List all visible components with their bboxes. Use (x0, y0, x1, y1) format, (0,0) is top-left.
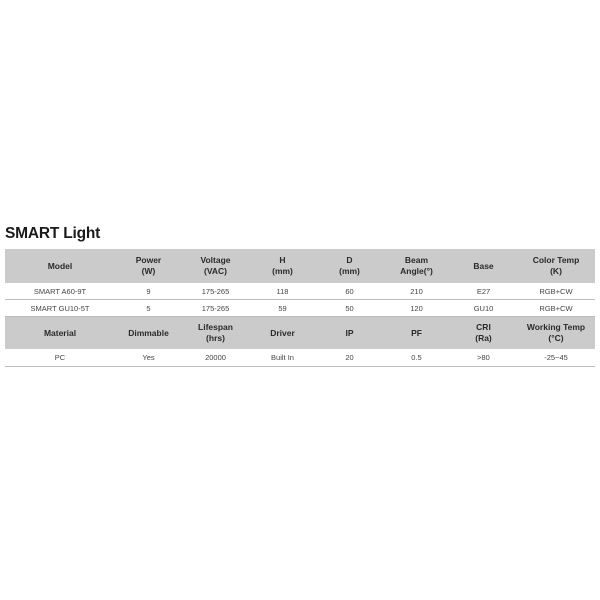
table-row (5, 349, 595, 367)
header-cell-working-temp: Working Temp (°C) (517, 317, 595, 350)
table-cell: PC (5, 349, 115, 367)
table-cell: RGB+CW (517, 283, 595, 300)
table-cell: 9 (115, 283, 182, 300)
header-cell-cri: CRI (Ra) (450, 317, 517, 350)
table-cell: 210 (383, 283, 450, 300)
table-cell: 5 (115, 300, 182, 317)
table-cell: SMART A60-9T (5, 283, 115, 300)
header-cell-base: Base (450, 249, 517, 283)
header-cell-color-temp: Color Temp (K) (517, 249, 595, 283)
header-cell-power: Power (W) (115, 249, 182, 283)
table-cell: -25~45 (517, 349, 595, 367)
table-cell: Yes (115, 349, 182, 367)
header-cell-driver: Driver (249, 317, 316, 350)
table-cell: E27 (450, 283, 517, 300)
table-row (5, 283, 595, 300)
header-cell-dimmable: Dimmable (115, 317, 182, 350)
table-cell: 50 (316, 300, 383, 317)
table-cell: 20 (316, 349, 383, 367)
header-cell-material: Material (5, 317, 115, 350)
spec-table (5, 249, 595, 367)
header-cell-voltage: Voltage (VAC) (182, 249, 249, 283)
table-cell: 175-265 (182, 300, 249, 317)
table-cell: 120 (383, 300, 450, 317)
table-cell: RGB+CW (517, 300, 595, 317)
table-cell: 118 (249, 283, 316, 300)
header-cell-lifespan: Lifespan (hrs) (182, 317, 249, 350)
table-header-row (5, 317, 595, 350)
table-row (5, 300, 595, 317)
table-cell: 60 (316, 283, 383, 300)
header-cell-height: H (mm) (249, 249, 316, 283)
header-cell-ip: IP (316, 317, 383, 350)
table-cell: 20000 (182, 349, 249, 367)
header-cell-model: Model (5, 249, 115, 283)
table-cell: SMART GU10-5T (5, 300, 115, 317)
table-cell: 0.5 (383, 349, 450, 367)
table-cell: Built In (249, 349, 316, 367)
header-cell-pf: PF (383, 317, 450, 350)
header-cell-diameter: D (mm) (316, 249, 383, 283)
table-cell: 175-265 (182, 283, 249, 300)
header-cell-beam-angle: Beam Angle(°) (383, 249, 450, 283)
table-cell: GU10 (450, 300, 517, 317)
table-cell: 59 (249, 300, 316, 317)
table-cell: >80 (450, 349, 517, 367)
table-header-row (5, 249, 595, 283)
section-title: SMART Light (5, 225, 101, 242)
